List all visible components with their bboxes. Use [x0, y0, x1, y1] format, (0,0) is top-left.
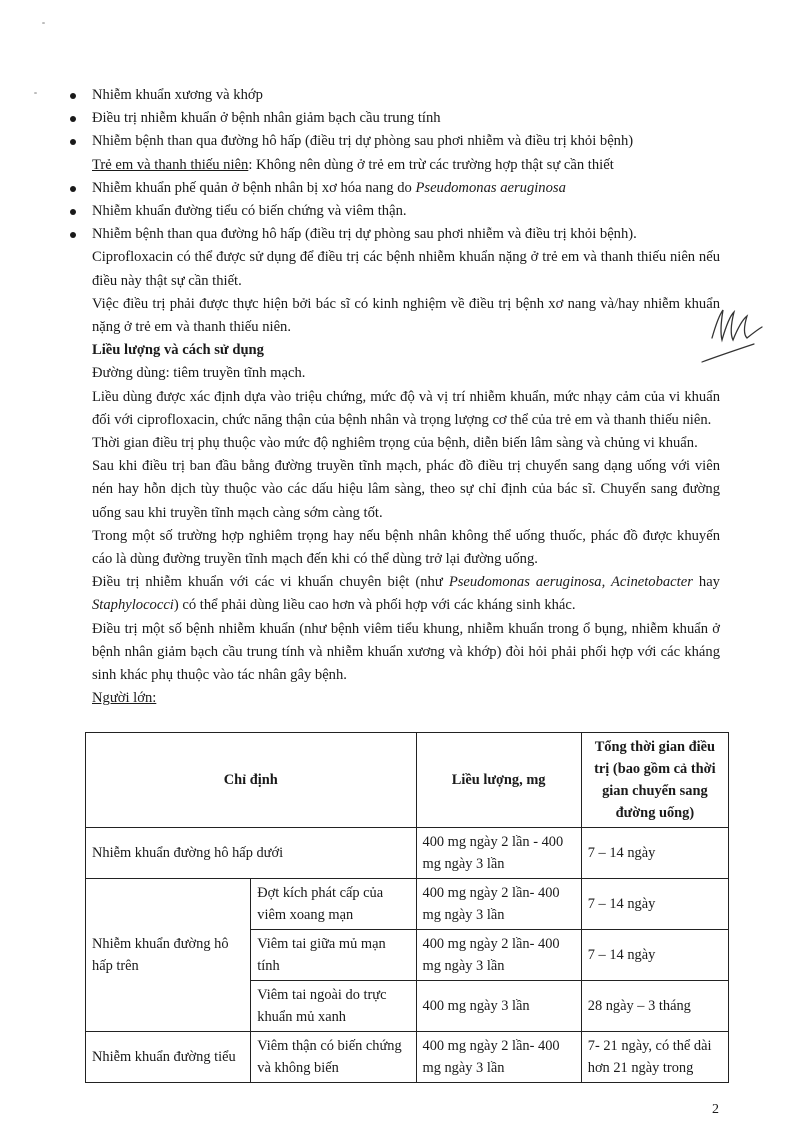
children-note-label: Trẻ em và thanh thiếu niên: [92, 156, 249, 173]
cell-dose: 400 mg ngày 3 lần: [416, 981, 581, 1032]
table-header-row: [86, 733, 729, 828]
route-line: Đường dùng: tiêm truyền tĩnh mạch.: [92, 365, 306, 382]
handwritten-signature: [690, 300, 770, 370]
cell-duration: 7 – 14 ngày: [581, 879, 728, 930]
list-item: Điều trị nhiễm khuẩn ở bệnh nhân giảm bạch cầu trung tính: [92, 107, 720, 130]
paragraph-special: Điều trị nhiễm khuẩn với các vi khuẩn chuyên biệt (như Pseudomonas aeruginosa, Acinetobacter hay Staphylococci) có thể phải dùng liều cao hơn và phối hợp với các kháng sinh khác.: [92, 574, 720, 614]
adults-label: Người lớn:: [92, 690, 157, 707]
bullet-icon: [70, 209, 76, 215]
indication-list-top: [92, 84, 720, 154]
header-dosage: Liều lượng, mg: [416, 733, 581, 828]
list-item: Nhiễm bệnh than qua đường hô hấp (điều trị dự phòng sau phơi nhiễm và điều trị khỏi bệnh): [92, 130, 720, 153]
paragraph-dose: Liều dùng được xác định dựa vào triệu chứng, mức độ và vị trí nhiễm khuẩn, mức nhạy cảm của vi khuẩn đối với ciprofloxacin, chức năng thận của bệnh nhân và trọng lượng cơ thể của trẻ em và thanh thiếu niên.: [92, 388, 720, 428]
cell-indication: Nhiễm khuẩn đường hô hấp dưới: [86, 828, 417, 879]
indication-list-bottom: [92, 177, 720, 247]
adult-dosage-table: [85, 732, 729, 1083]
header-indication: Chỉ định: [86, 733, 417, 828]
bullet-icon: [70, 139, 76, 145]
cell-dose: 400 mg ngày 2 lần - 400 mg ngày 3 lần: [416, 828, 581, 879]
list-item: Nhiễm khuẩn phế quản ở bệnh nhân bị xơ hóa nang do Pseudomonas aeruginosa: [92, 177, 720, 200]
list-item: Nhiễm khuẩn xương và khớp: [92, 84, 720, 107]
cell-subindication: Viêm tai ngoài do trực khuẩn mủ xanh: [251, 981, 416, 1032]
cell-subindication: Viêm thận có biến chứng và không biến: [251, 1032, 416, 1083]
cell-duration: 7 – 14 ngày: [581, 930, 728, 981]
cell-duration: 7 – 14 ngày: [581, 828, 728, 879]
dosage-heading: Liều lượng và cách sử dụng: [92, 342, 264, 359]
paragraph-combo: Điều trị một số bệnh nhiễm khuẩn (như bệnh viêm tiểu khung, nhiễm khuẩn trong ổ bụng, nhiễm khuẩn ở bệnh nhân giảm bạch cầu trung tính và nhiễm khuẩn xương và khớp) đòi hỏi phải phối hợp với các kháng sinh khác phụ thuộc vào tác nhân gây bệnh.: [92, 620, 720, 684]
page-body: [92, 84, 720, 710]
cell-dose: 400 mg ngày 2 lần- 400 mg ngày 3 lần: [416, 1032, 581, 1083]
bullet-icon: [70, 93, 76, 99]
bullet-icon: [70, 232, 76, 238]
paragraph-switch: Sau khi điều trị ban đầu bằng đường truyền tĩnh mạch, phác đồ điều trị chuyển sang dạng uống với viên nén hay hỗn dịch tùy thuộc vào các dấu hiệu lâm sàng, theo sự chỉ định của bác sĩ. Chuyển sang đường uống sau khi truyền tĩnh mạch càng sớm càng tốt.: [92, 458, 720, 521]
table-row: [86, 828, 729, 879]
cell-group-urinary: Nhiễm khuẩn đường tiểu: [86, 1032, 251, 1083]
cell-dose: 400 mg ngày 2 lần- 400 mg ngày 3 lần: [416, 879, 581, 930]
cell-subindication: Viêm tai giữa mủ mạn tính: [251, 930, 416, 981]
scan-speck: [34, 92, 37, 94]
paragraph-doctor: Việc điều trị phải được thực hiện bởi bác sĩ có kinh nghiệm về điều trị bệnh xơ nang và/hay nhiễm khuẩn nặng ở trẻ em và thanh thiếu niên.: [92, 295, 720, 336]
list-item: Nhiễm khuẩn đường tiểu có biến chứng và viêm thận.: [92, 200, 720, 223]
table-row: [86, 879, 729, 930]
list-item: Nhiễm bệnh than qua đường hô hấp (điều trị dự phòng sau phơi nhiễm và điều trị khỏi bệnh).: [92, 223, 720, 246]
paragraph-cipro: Ciprofloxacin có thể được sử dụng để điều trị các bệnh nhiễm khuẩn nặng ở trẻ em và thanh thiếu niên nếu điều này thật sự cần thiết.: [92, 249, 720, 289]
scan-speck: [42, 22, 45, 24]
cell-duration: 7- 21 ngày, có thể dài hơn 21 ngày trong: [581, 1032, 728, 1083]
children-note-text: : Không nên dùng ở trẻ em trừ các trường hợp thật sự cần thiết: [248, 156, 614, 173]
cell-duration: 28 ngày – 3 tháng: [581, 981, 728, 1032]
cell-dose: 400 mg ngày 2 lần- 400 mg ngày 3 lần: [416, 930, 581, 981]
cell-group-upper: Nhiễm khuẩn đường hô hấp trên: [86, 879, 251, 1032]
paragraph-duration: Thời gian điều trị phụ thuộc vào mức độ nghiêm trọng của bệnh, diễn biến lâm sàng và chủng vi khuẩn.: [92, 435, 698, 452]
table-row: [86, 1032, 729, 1083]
cell-subindication: Đợt kích phát cấp của viêm xoang mạn: [251, 879, 416, 930]
bullet-icon: [70, 186, 76, 192]
page-number: 2: [712, 1102, 719, 1117]
bullet-icon: [70, 116, 76, 122]
paragraph-severe: Trong một số trường hợp nghiêm trọng hay nếu bệnh nhân không thể uống thuốc, phác đồ được khuyến cáo là dùng đường truyền tĩnh mạch đến khi có thể dùng trở lại đường uống.: [92, 527, 720, 568]
header-duration: Tổng thời gian điều trị (bao gồm cả thời gian chuyển sang đường uống): [581, 733, 728, 828]
children-note: [92, 154, 720, 177]
